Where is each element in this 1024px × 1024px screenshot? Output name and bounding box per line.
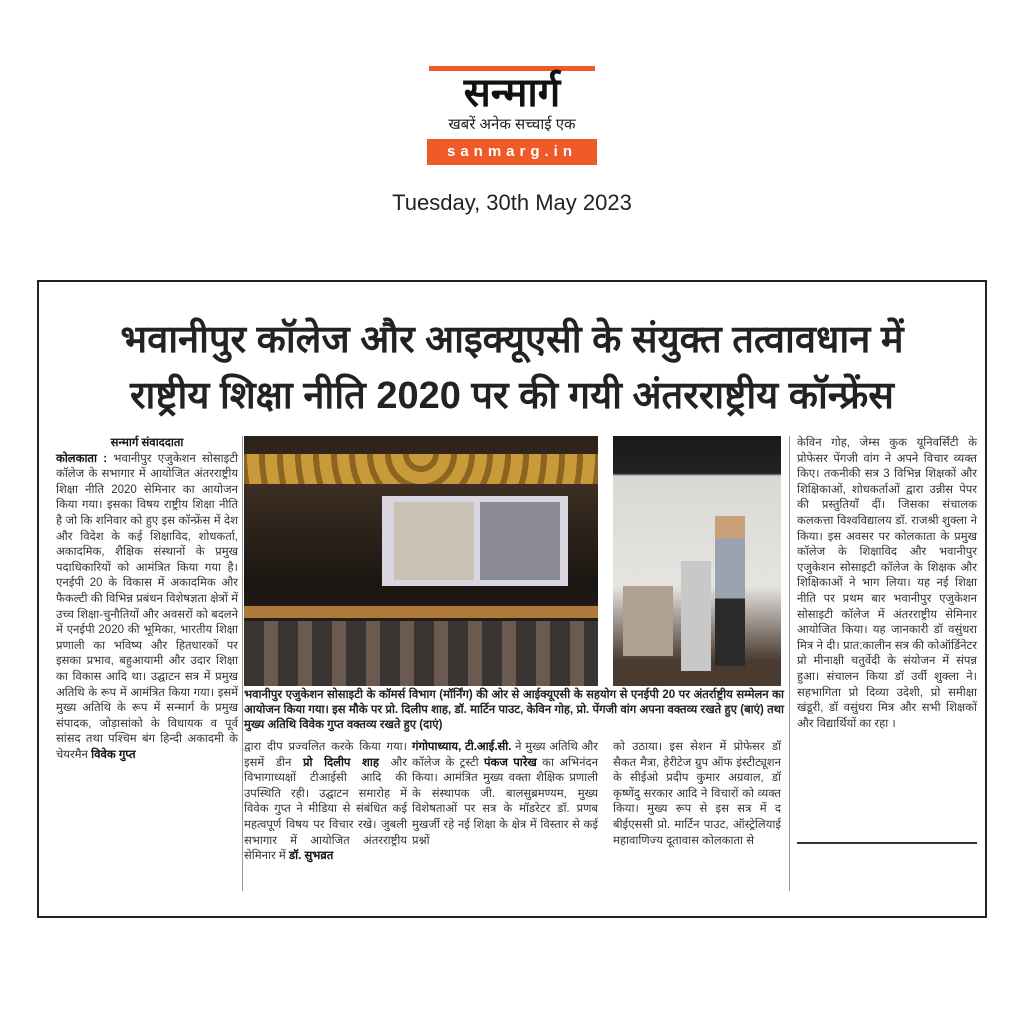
headline	[39, 312, 985, 424]
article-column-3	[412, 740, 598, 849]
article-column-2	[244, 740, 407, 865]
body-text: ने मुख्य अतिथि और कॉलेज के ट्रस्टी	[412, 741, 598, 769]
photo-seminar-stage	[244, 436, 598, 686]
body-text: का अभिनंदन किया। आमंत्रित मुख्य वक्ता शैक्षिक प्रणाली के संस्थापक जी. बालसुब्रमण्यम, मुख्य विशेषताओं पर सत्र के मॉडरेटर डॉ. प्रणब मुखर्जी रहे नई शिक्षा के क्षेत्र में विस्तार से कई प्रश्नों	[412, 756, 598, 847]
article-column-1	[56, 436, 238, 763]
headline-line-2: राष्ट्रीय शिक्षा नीति 2020 पर की गयी अंतरराष्ट्रीय कॉन्फ्रेंस	[129, 375, 894, 417]
bold-text: डॉ. सुभव्रत	[288, 850, 334, 863]
bold-text: पंकज पारेख	[483, 756, 537, 769]
photo-caption: भवानीपुर एजुकेशन सोसाइटी के कॉमर्स विभाग (मॉर्निंग) की ओर से आईक्यूएसी के सहयोग से एनईपी 20 पर अंतर्राष्ट्रीय सम्मेलन का आयोजन किया गया। इस मौके पर प्रो. दिलीप शाह, डॉ. मार्टिन पाउट, केविन गोह, प्रो. पेंगजी वांग अपना वक्तव्य रखते हुए (बाएं) तथा मुख्य अतिथि विवेक गुप्त वक्तव्य रखते हुए (दाएं)	[244, 689, 784, 731]
article-column-5	[797, 436, 977, 732]
publication-date: Tuesday, 30th May 2023	[392, 190, 632, 215]
headline-line-1: भवानीपुर कॉलेज और आइक्यूएसी के संयुक्त तत्वावधान में	[120, 319, 904, 361]
bold-text: प्रो दिलीप शाह	[302, 756, 379, 769]
news-clipping	[37, 280, 987, 918]
byline: सन्मार्ग संवाददाता	[110, 437, 184, 449]
logo-site: sanmarg.in	[427, 139, 597, 165]
logo-name: सन्मार्ग	[463, 71, 561, 115]
sanmarg-logo	[427, 66, 597, 165]
column-divider	[242, 436, 243, 891]
body-text: द्वारा दीप प्रज्वलित करके किया गया। इसमें डीन	[244, 741, 407, 769]
article-end-rule	[797, 842, 977, 844]
photo-chief-guest-speaking	[613, 436, 781, 686]
logo-tagline: खबरें अनेक सच्चाई एक	[448, 116, 576, 133]
body-text: भवानीपुर एजुकेशन सोसाइटी कॉलेज के सभागार में आयोजित अंतरराष्ट्रीय शिक्षा नीति 2020 सेमिनार का आयोजन किया गया। इसका विषय राष्ट्रीय शिक्षा नीति है जो कि शनिवार को हुए इस कॉन्फ्रेंस में देश और विदेश के कई शिक्षाविद, शोधकर्ता, अकादमिक, शैक्षिक संस्थानों के प्रमुख पदाधिकारियों को आमंत्रित किया गया है। एनईपी 20 के विकास में अकादमिक और फैकल्टी की विभिन्न प्रबंधन विशेषज्ञता क्षेत्रों में उच्च शिक्षा-चुनौतियों और अवसरों को बदलने में एनईपी 2020 की भूमिका, भारतीय शिक्षा प्रणाली का भविष्य और हितधारकों पर इसका प्रभाव, बहुआयामी और उदार शिक्षा का विकास आदि था। उद्घाटन सत्र में प्रमुख अतिथि के रूप में आमंत्रित किया गया। इसमें मुख्य अतिथि के रूप में सन्मार्ग के प्रमुख संपादक, जोड़ासांको के विधायक व पूर्व सांसद तथा पश्चिम बंग हिन्दी अकादमी के चेयरमैन	[56, 452, 238, 761]
bold-text: कोलकाता :	[56, 452, 108, 465]
body-text: और विभागाध्यक्षों टीआईसी आदि की उपस्थिति रही। उद्घाटन समारोह में विवेक गुप्त ने मीडिया से संबंधित कई महत्वपूर्ण विषय पर विचार रखे। जुबली सभागार में आयोजित अंतरराष्ट्रीय सेमिनार में	[244, 756, 407, 863]
column-divider	[789, 436, 790, 891]
body-text: को उठाया। इस सेशन में प्रोफेसर डॉ सैकत मैत्रा, हेरीटेज ग्रुप ऑफ इंस्टीट्यूशन के सीईओ प्रदीप कुमार अग्रवाल, डॉ कृष्णेंदु सरकार आदि ने विचारों को व्यक्त किया। मुख्य रूप से इस सत्र में द बीईएससी प्रो. मार्टिन पाउट, ऑस्ट्रेलियाई महावाणिज्य दूतावास कोलकाता से	[613, 741, 781, 847]
body-text: केविन गोह, जेम्स कुक यूनिवर्सिटी के प्रोफेसर पेंगजी वांग ने अपने विचार व्यक्त किए। तकनीकी सत्र 3 विभिन्न शिक्षकों और शिक्षिकाओं, शोधकर्ताओं द्वारा उन्नीस पेपर की प्रस्तुतियाँ दीं। जिसका संचालक कलकत्ता विश्वविद्यालय डॉ. राजश्री शुक्ला ने किया। इस अवसर पर कोलकाता के प्रमुख कॉलेज के शिक्षाविद और भवानीपुर एजुकेशन सोसाइटी कॉलेज के शिक्षक और शिक्षिकाओं ने भाग लिया। यह नई शिक्षा नीति पर प्रथम बार भवानीपुर एजुकेशन सोसाइटी कॉलेज में अंतरराष्ट्रीय सेमिनार आयोजित किया। यह जानकारी डॉ वसुंधरा मित्र ने दी। प्रात:कालीन सत्र की कोऑर्डिनेटर प्रो मीनाक्षी चतुर्वेदी के संयोजन में संपन्न हुआ। संचालन किया डॉ उर्वी शुक्ला ने। सहभागिता प्रो दिव्या उदेशी, प्रो समीक्षा खंडूरी, डॉ वसुंधरा मित्र और सभी शिक्षकों और विद्यार्थियों का रहा ।	[797, 437, 977, 730]
bold-text: विवेक गुप्त	[91, 748, 136, 761]
bold-text: गंगोपाध्याय, टी.आई.सी.	[412, 741, 512, 753]
article-column-4	[613, 740, 781, 849]
